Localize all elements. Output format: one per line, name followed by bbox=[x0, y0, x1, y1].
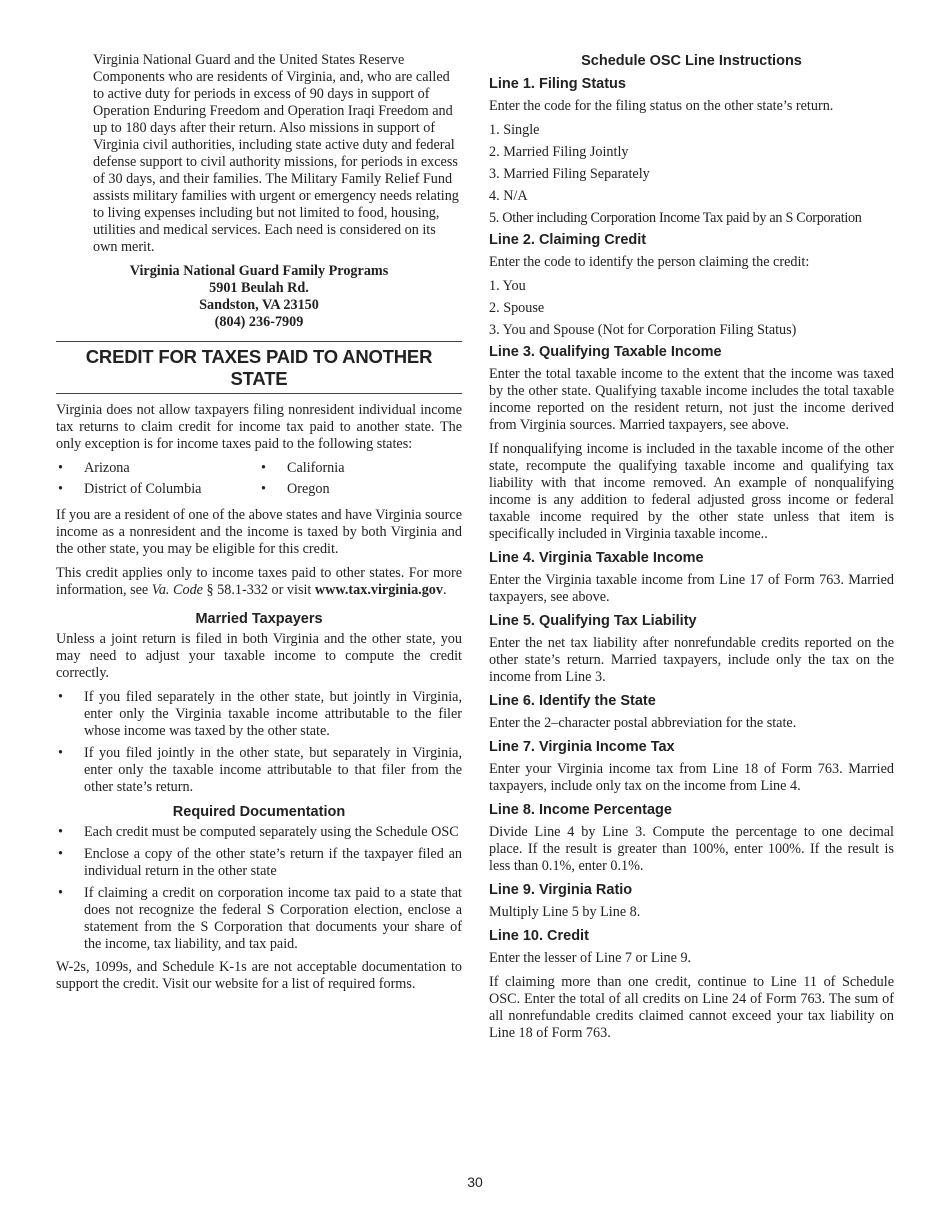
list-item: • Each credit must be computed separately using the Schedule OSC bbox=[56, 824, 462, 841]
left-column bbox=[56, 52, 462, 1000]
list-item: • If claiming a credit on corporation income tax paid to a state that does not recognize the federal S Corporation election, enclose a statement from the S Corporation that documents your share of the income, tax liability, and tax paid. bbox=[56, 885, 462, 953]
line3-paragraph: Enter the total taxable income to the extent that the income was taxed by the other state. Qualifying taxable income includes the total taxable income reported on the resident return, not just the income derived from Virginia sources. Married taxpayers, see above. bbox=[489, 366, 894, 433]
list-item: 2. Married Filing Jointly bbox=[489, 144, 629, 160]
line3-paragraph: If nonqualifying income is included in the taxable income of the other state, recompute the qualifying taxable income and qualifying tax liability with that income removed. An example of nonqualifying income is any addition to federal adjusted gross income or federal taxable income required by the other state unless that item is specifically included in Virginia taxable income.. bbox=[489, 441, 894, 542]
more-info-paragraph bbox=[56, 565, 462, 599]
line9-paragraph: Multiply Line 5 by Line 8. bbox=[489, 904, 641, 920]
schedule-title: Schedule OSC Line Instructions bbox=[581, 53, 802, 69]
section-title: CREDIT FOR TAXES PAID TO ANOTHER STATE bbox=[56, 341, 462, 394]
credit-intro-paragraph: Virginia does not allow taxpayers filing nonresident individual income tax returns to claim credit for income tax paid to another state. The only exception is for income taxes paid to the following states: bbox=[56, 402, 462, 452]
state-item: • California bbox=[259, 460, 462, 477]
more-info-text: § 58.1-332 or visit bbox=[202, 582, 315, 598]
line8-heading: Line 8. Income Percentage bbox=[489, 802, 672, 818]
more-info-text: This credit applies only to income taxes paid to other states. For more information, see bbox=[56, 565, 462, 598]
more-info-text: . bbox=[443, 582, 447, 598]
required-documentation-heading: Required Documentation bbox=[172, 804, 346, 820]
address-phone: (804) 236-7909 bbox=[214, 314, 304, 330]
page-number: 30 bbox=[467, 1174, 483, 1190]
line3-heading: Line 3. Qualifying Taxable Income bbox=[489, 344, 722, 360]
line10-heading: Line 10. Credit bbox=[489, 928, 589, 944]
line7-heading: Line 7. Virginia Income Tax bbox=[489, 739, 675, 755]
state-item: • Arizona bbox=[56, 460, 259, 477]
line1-paragraph: Enter the code for the filing status on the other state’s return. bbox=[489, 98, 834, 114]
line6-heading: Line 6. Identify the State bbox=[489, 693, 656, 709]
married-bullet-list bbox=[56, 689, 462, 796]
address-org: Virginia National Guard Family Programs bbox=[129, 263, 389, 279]
line10-paragraph: If claiming more than one credit, continue to Line 11 of Schedule OSC. Enter the total of all credits on Line 24 of Form 763. The sum of all nonrefundable credits claimed cannot exceed your tax liability on Line 18 of Form 763. bbox=[489, 974, 894, 1041]
list-item: 3. Married Filing Separately bbox=[489, 166, 650, 182]
state-item: • District of Columbia bbox=[56, 481, 259, 498]
list-item: • If you filed separately in the other state, but jointly in Virginia, enter only the Virginia taxable income attributable to the filer whose income was taxed by the other state. bbox=[56, 689, 462, 740]
intro-paragraph: Virginia National Guard and the United States Reserve Components who are residents of Virginia, and, who are called to active duty for periods in excess of 90 days in support of Operation Enduring Freedom and Operation Iraqi Freedom and up to 180 days after their return. Also missions in support of Virginia civil authorities, including state active duty and federal defense support to civil authority missions, for periods in excess of 30 days, and their families. The Military Family Relief Fund assists military families with urgent or emergency needs relating to living expenses including but not limited to food, housing, utilities and medical services. Each need is considered on its own merit. bbox=[93, 52, 459, 255]
list-item: 1. Single bbox=[489, 122, 540, 138]
line4-heading: Line 4. Virginia Taxable Income bbox=[489, 550, 704, 566]
line7-paragraph: Enter your Virginia income tax from Line 18 of Form 763. Married taxpayers, include only tax on the income from Line 4. bbox=[489, 761, 894, 794]
states-list bbox=[56, 460, 462, 502]
website-link[interactable]: www.tax.virginia.gov bbox=[314, 582, 443, 598]
married-taxpayers-heading: Married Taxpayers bbox=[195, 611, 323, 627]
married-paragraph: Unless a joint return is filed in both Virginia and the other state, you may need to adjust your taxable income to compute the credit correctly. bbox=[56, 631, 462, 681]
list-item: 5. Other including Corporation Income Tax paid by an S Corporation bbox=[489, 210, 862, 226]
line2-heading: Line 2. Claiming Credit bbox=[489, 232, 647, 248]
line4-paragraph: Enter the Virginia taxable income from Line 17 of Form 763. Married taxpayers, see above. bbox=[489, 572, 894, 605]
state-item: • Oregon bbox=[259, 481, 462, 498]
line2-paragraph: Enter the code to identify the person claiming the credit: bbox=[489, 254, 810, 270]
eligibility-paragraph: If you are a resident of one of the above states and have Virginia source income as a nonresident and the income is taxed by both Virginia and the other state, you may be eligible for this credit. bbox=[56, 507, 462, 557]
address-city: Sandston, VA 23150 bbox=[199, 297, 319, 313]
documentation-paragraph: W-2s, 1099s, and Schedule K-1s are not acceptable documentation to support the credit. Visit our website for a list of required forms. bbox=[56, 959, 462, 992]
list-item: • If you filed jointly in the other state, but separately in Virginia, enter only the taxable income attributable to that filer from the other state’s return. bbox=[56, 745, 462, 796]
line5-heading: Line 5. Qualifying Tax Liability bbox=[489, 613, 697, 629]
list-item: 3. You and Spouse (Not for Corporation Filing Status) bbox=[489, 322, 797, 338]
list-item: • Enclose a copy of the other state’s return if the taxpayer filed an individual return in the other state bbox=[56, 846, 462, 880]
list-item: 4. N/A bbox=[489, 188, 528, 204]
line8-paragraph: Divide Line 4 by Line 3. Compute the percentage to one decimal place. If the result is greater than 100%, enter 100%. If the result is less than 0.1%, enter 0.1%. bbox=[489, 824, 894, 874]
line9-heading: Line 9. Virginia Ratio bbox=[489, 882, 633, 898]
line5-paragraph: Enter the net tax liability after nonrefundable credits reported on the other state’s return. Married taxpayers, include only the tax on the income from Line 3. bbox=[489, 635, 894, 685]
line1-heading: Line 1. Filing Status bbox=[489, 76, 626, 92]
va-code-ref: Va. Code bbox=[151, 582, 203, 598]
list-item: 1. You bbox=[489, 278, 526, 294]
list-item: 2. Spouse bbox=[489, 300, 545, 316]
address-street: 5901 Beulah Rd. bbox=[209, 280, 309, 296]
line6-paragraph: Enter the 2–character postal abbreviation for the state. bbox=[489, 715, 797, 731]
right-column bbox=[489, 52, 894, 1049]
line10-paragraph: Enter the lesser of Line 7 or Line 9. bbox=[489, 950, 692, 966]
address-block bbox=[56, 263, 462, 331]
documentation-bullet-list bbox=[56, 824, 462, 953]
